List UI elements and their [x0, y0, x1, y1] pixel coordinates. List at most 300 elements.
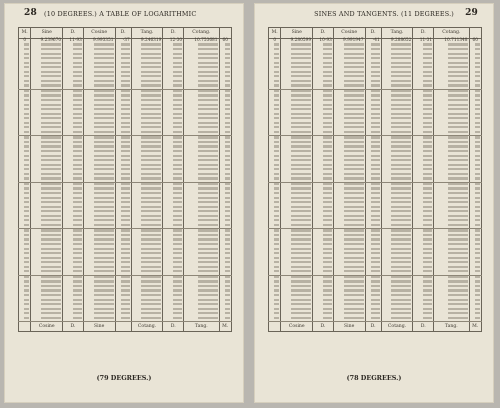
illegible-text [121, 294, 130, 296]
illegible-text [274, 224, 279, 226]
illegible-text [73, 48, 82, 50]
column-header: M. [19, 28, 31, 39]
illegible-text [344, 177, 364, 179]
illegible-text [274, 192, 279, 194]
illegible-text [475, 243, 480, 245]
illegible-text [41, 90, 61, 92]
illegible-text [73, 219, 82, 221]
illegible-text [391, 80, 411, 82]
illegible-text [475, 238, 480, 240]
illegible-text [323, 173, 332, 175]
illegible-text [198, 99, 218, 101]
illegible-text [173, 238, 182, 240]
illegible-text [291, 48, 311, 50]
illegible-text [371, 90, 380, 92]
column-header: Cosine [83, 28, 115, 39]
illegible-text [198, 117, 218, 119]
illegible-text [225, 183, 230, 185]
illegible-text [423, 248, 432, 250]
illegible-text [423, 126, 432, 128]
illegible-text [371, 206, 380, 208]
illegible-text [198, 257, 218, 259]
illegible-text [291, 104, 311, 106]
illegible-text [274, 57, 279, 59]
illegible-text [344, 238, 364, 240]
illegible-text [274, 80, 279, 82]
illegible-text [73, 104, 82, 106]
illegible-text [73, 43, 82, 45]
illegible-text [475, 303, 480, 305]
illegible-text [141, 145, 161, 147]
illegible-text [73, 155, 82, 157]
illegible-text [141, 43, 161, 45]
illegible-text [141, 261, 161, 263]
illegible-text [291, 248, 311, 250]
illegible-text [475, 43, 480, 45]
illegible-text [141, 126, 161, 128]
illegible-text [41, 201, 61, 203]
table-header-row [269, 28, 482, 39]
illegible-text [475, 62, 480, 64]
illegible-text [371, 183, 380, 185]
illegible-text [73, 173, 82, 175]
illegible-text [274, 303, 279, 305]
illegible-text [24, 136, 29, 138]
illegible-text [391, 108, 411, 110]
illegible-text [141, 90, 161, 92]
illegible-text [121, 90, 130, 92]
illegible-text [274, 261, 279, 263]
page-footer: (78 DEGREES.) [346, 374, 402, 382]
illegible-text [323, 289, 332, 291]
illegible-text [173, 257, 182, 259]
illegible-text [198, 229, 218, 231]
illegible-text [423, 164, 432, 166]
illegible-text [198, 299, 218, 301]
illegible-text [475, 261, 480, 263]
illegible-text [475, 117, 480, 119]
illegible-text [391, 99, 411, 101]
illegible-text [291, 117, 311, 119]
illegible-text [274, 141, 279, 143]
illegible-text [41, 303, 61, 305]
illegible-text [423, 150, 432, 152]
illegible-text [323, 192, 332, 194]
table-cell: 10.711348 [434, 39, 469, 44]
illegible-text [391, 234, 411, 236]
illegible-text [371, 197, 380, 199]
illegible-text [291, 75, 311, 77]
illegible-text [291, 299, 311, 301]
illegible-text [391, 53, 411, 55]
illegible-text [173, 276, 182, 278]
table-row [269, 177, 482, 182]
table-row [269, 84, 482, 89]
illegible-text [173, 215, 182, 217]
illegible-text [24, 80, 29, 82]
illegible-text [121, 197, 130, 199]
illegible-text [225, 289, 230, 291]
illegible-text [173, 131, 182, 133]
illegible-text [24, 294, 29, 296]
illegible-text [121, 62, 130, 64]
illegible-text [73, 299, 82, 301]
illegible-text [41, 159, 61, 161]
illegible-text [121, 136, 130, 138]
illegible-text [274, 238, 279, 240]
illegible-text [225, 206, 230, 208]
table-cell: 9.991947 [333, 39, 365, 44]
column-footer: Tang. [434, 322, 469, 332]
column-header: Tang. [381, 28, 413, 39]
illegible-text [41, 238, 61, 240]
table-header-row [19, 28, 232, 39]
illegible-text [274, 312, 279, 314]
illegible-text [371, 266, 380, 268]
illegible-text [24, 62, 29, 64]
column-footer: M. [469, 322, 481, 332]
illegible-text [198, 192, 218, 194]
illegible-text [198, 238, 218, 240]
illegible-text [291, 289, 311, 291]
illegible-text [344, 80, 364, 82]
illegible-text [41, 43, 61, 45]
column-header: Tang. [131, 28, 163, 39]
illegible-text [198, 104, 218, 106]
illegible-text [423, 131, 432, 133]
illegible-text [423, 43, 432, 45]
table-cell: 9.246319 [131, 39, 163, 44]
illegible-text [344, 312, 364, 314]
illegible-text [141, 215, 161, 217]
illegible-text [73, 117, 82, 119]
illegible-text [344, 90, 364, 92]
column-footer: D. [163, 322, 184, 332]
illegible-text [323, 294, 332, 296]
illegible-text [323, 177, 332, 179]
illegible-text [448, 75, 468, 77]
illegible-text [141, 80, 161, 82]
table-row [19, 317, 232, 322]
illegible-text [475, 215, 480, 217]
illegible-text [323, 159, 332, 161]
illegible-text [24, 229, 29, 231]
illegible-text [371, 104, 380, 106]
illegible-text [73, 270, 82, 272]
illegible-text [475, 108, 480, 110]
illegible-text [274, 104, 279, 106]
illegible-text [323, 94, 332, 96]
illegible-text [225, 108, 230, 110]
illegible-text [173, 173, 182, 175]
illegible-text [24, 299, 29, 301]
illegible-text [344, 75, 364, 77]
illegible-text [274, 113, 279, 115]
illegible-text [371, 131, 380, 133]
illegible-text [475, 317, 480, 319]
illegible-text [371, 219, 380, 221]
page-title: (10 DEGREES.) A TABLE OF LOGARITHMIC [44, 10, 197, 18]
illegible-text [41, 57, 61, 59]
illegible-text [391, 210, 411, 212]
illegible-text [423, 206, 432, 208]
illegible-text [198, 280, 218, 282]
illegible-text [291, 285, 311, 287]
illegible-text [475, 197, 480, 199]
illegible-text [24, 145, 29, 147]
illegible-text [198, 90, 218, 92]
illegible-text [448, 192, 468, 194]
illegible-text [173, 261, 182, 263]
illegible-text [94, 229, 114, 231]
illegible-text [323, 66, 332, 68]
illegible-text [73, 136, 82, 138]
illegible-text [73, 257, 82, 259]
illegible-text [344, 117, 364, 119]
illegible-text [448, 183, 468, 185]
illegible-text [41, 94, 61, 96]
illegible-text [475, 71, 480, 73]
illegible-text [24, 57, 29, 59]
illegible-text [141, 173, 161, 175]
illegible-text [121, 234, 130, 236]
illegible-text [371, 53, 380, 55]
illegible-text [94, 187, 114, 189]
illegible-text [448, 257, 468, 259]
illegible-text [291, 173, 311, 175]
illegible-text [173, 168, 182, 170]
illegible-text [24, 289, 29, 291]
illegible-text [41, 312, 61, 314]
illegible-text [225, 229, 230, 231]
illegible-text [73, 248, 82, 250]
illegible-text [323, 62, 332, 64]
illegible-text [41, 229, 61, 231]
illegible-text [198, 145, 218, 147]
illegible-text [423, 285, 432, 287]
illegible-text [121, 122, 130, 124]
illegible-text [423, 177, 432, 179]
illegible-text [94, 159, 114, 161]
illegible-text [391, 122, 411, 124]
illegible-text [448, 187, 468, 189]
column-footer: Cosine [31, 322, 63, 332]
illegible-text [371, 248, 380, 250]
illegible-text [344, 210, 364, 212]
illegible-text [371, 280, 380, 282]
illegible-text [121, 99, 130, 101]
illegible-text [141, 266, 161, 268]
illegible-text [323, 261, 332, 263]
illegible-text [344, 159, 364, 161]
illegible-text [198, 266, 218, 268]
illegible-text [448, 104, 468, 106]
illegible-text [173, 126, 182, 128]
column-header: Sine [31, 28, 63, 39]
illegible-text [141, 99, 161, 101]
illegible-text [24, 270, 29, 272]
illegible-text [225, 84, 230, 86]
illegible-text [448, 145, 468, 147]
illegible-text [24, 285, 29, 287]
illegible-text [291, 150, 311, 152]
table-cell: 10.753681 [184, 39, 219, 44]
illegible-text [41, 173, 61, 175]
illegible-text [225, 276, 230, 278]
illegible-text [141, 289, 161, 291]
illegible-text [94, 270, 114, 272]
illegible-text [371, 215, 380, 217]
illegible-text [41, 308, 61, 310]
illegible-text [274, 131, 279, 133]
illegible-text [423, 99, 432, 101]
illegible-text [291, 57, 311, 59]
illegible-text [423, 289, 432, 291]
illegible-text [94, 43, 114, 45]
illegible-text [141, 164, 161, 166]
illegible-text [274, 183, 279, 185]
illegible-text [141, 75, 161, 77]
illegible-text [24, 215, 29, 217]
illegible-text [391, 238, 411, 240]
illegible-text [173, 66, 182, 68]
illegible-text [274, 164, 279, 166]
illegible-text [94, 66, 114, 68]
illegible-text [121, 308, 130, 310]
illegible-text [141, 187, 161, 189]
illegible-text [291, 312, 311, 314]
illegible-text [274, 173, 279, 175]
illegible-text [24, 280, 29, 282]
illegible-text [323, 285, 332, 287]
illegible-text [121, 312, 130, 314]
illegible-text [141, 219, 161, 221]
illegible-text [198, 108, 218, 110]
illegible-text [475, 126, 480, 128]
illegible-text [141, 57, 161, 59]
illegible-text [198, 261, 218, 263]
illegible-text [323, 113, 332, 115]
illegible-text [73, 71, 82, 73]
illegible-text [344, 99, 364, 101]
illegible-text [291, 294, 311, 296]
illegible-text [198, 243, 218, 245]
illegible-text [24, 94, 29, 96]
illegible-text [121, 229, 130, 231]
illegible-text [73, 159, 82, 161]
illegible-text [448, 215, 468, 217]
illegible-text [448, 53, 468, 55]
illegible-text [73, 75, 82, 77]
illegible-text [291, 53, 311, 55]
illegible-text [274, 53, 279, 55]
illegible-text [448, 252, 468, 254]
illegible-text [121, 257, 130, 259]
illegible-text [423, 48, 432, 50]
illegible-text [141, 71, 161, 73]
illegible-text [41, 183, 61, 185]
illegible-text [371, 201, 380, 203]
illegible-text [448, 141, 468, 143]
illegible-text [344, 126, 364, 128]
logarithm-table [268, 27, 482, 332]
illegible-text [371, 257, 380, 259]
illegible-text [344, 113, 364, 115]
illegible-text [448, 206, 468, 208]
table-row [269, 131, 482, 136]
illegible-text [73, 285, 82, 287]
illegible-text [274, 187, 279, 189]
illegible-text [121, 261, 130, 263]
illegible-text [291, 234, 311, 236]
illegible-text [24, 192, 29, 194]
illegible-text [448, 126, 468, 128]
illegible-text [448, 270, 468, 272]
illegible-text [173, 229, 182, 231]
illegible-text [448, 168, 468, 170]
illegible-text [121, 252, 130, 254]
illegible-text [291, 131, 311, 133]
illegible-text [94, 99, 114, 101]
illegible-text [344, 53, 364, 55]
page-header [254, 8, 494, 22]
illegible-text [423, 75, 432, 77]
illegible-text [121, 215, 130, 217]
illegible-text [423, 66, 432, 68]
illegible-text [198, 155, 218, 157]
illegible-text [173, 303, 182, 305]
illegible-text [225, 141, 230, 143]
illegible-text [24, 243, 29, 245]
illegible-text [141, 303, 161, 305]
illegible-text [41, 75, 61, 77]
table-cell: 60 [469, 39, 481, 44]
illegible-text [274, 252, 279, 254]
illegible-text [423, 122, 432, 124]
illegible-text [475, 75, 480, 77]
illegible-text [391, 150, 411, 152]
illegible-text [41, 113, 61, 115]
illegible-text [344, 155, 364, 157]
illegible-text [73, 289, 82, 291]
illegible-text [371, 71, 380, 73]
illegible-text [94, 90, 114, 92]
illegible-text [391, 183, 411, 185]
illegible-text [121, 289, 130, 291]
illegible-text [121, 71, 130, 73]
illegible-text [423, 266, 432, 268]
illegible-text [323, 53, 332, 55]
illegible-text [73, 145, 82, 147]
illegible-text [448, 299, 468, 301]
illegible-text [121, 238, 130, 240]
illegible-text [448, 234, 468, 236]
illegible-text [475, 224, 480, 226]
illegible-text [73, 80, 82, 82]
illegible-text [423, 104, 432, 106]
illegible-text [344, 43, 364, 45]
illegible-text [344, 131, 364, 133]
page-title: SINES AND TANGENTS. (11 DEGREES.) [314, 10, 454, 18]
illegible-text [371, 57, 380, 59]
illegible-text [274, 234, 279, 236]
page-footer: (79 DEGREES.) [96, 374, 152, 382]
illegible-text [225, 145, 230, 147]
illegible-text [225, 210, 230, 212]
illegible-text [141, 192, 161, 194]
illegible-text [121, 303, 130, 305]
illegible-text [323, 210, 332, 212]
